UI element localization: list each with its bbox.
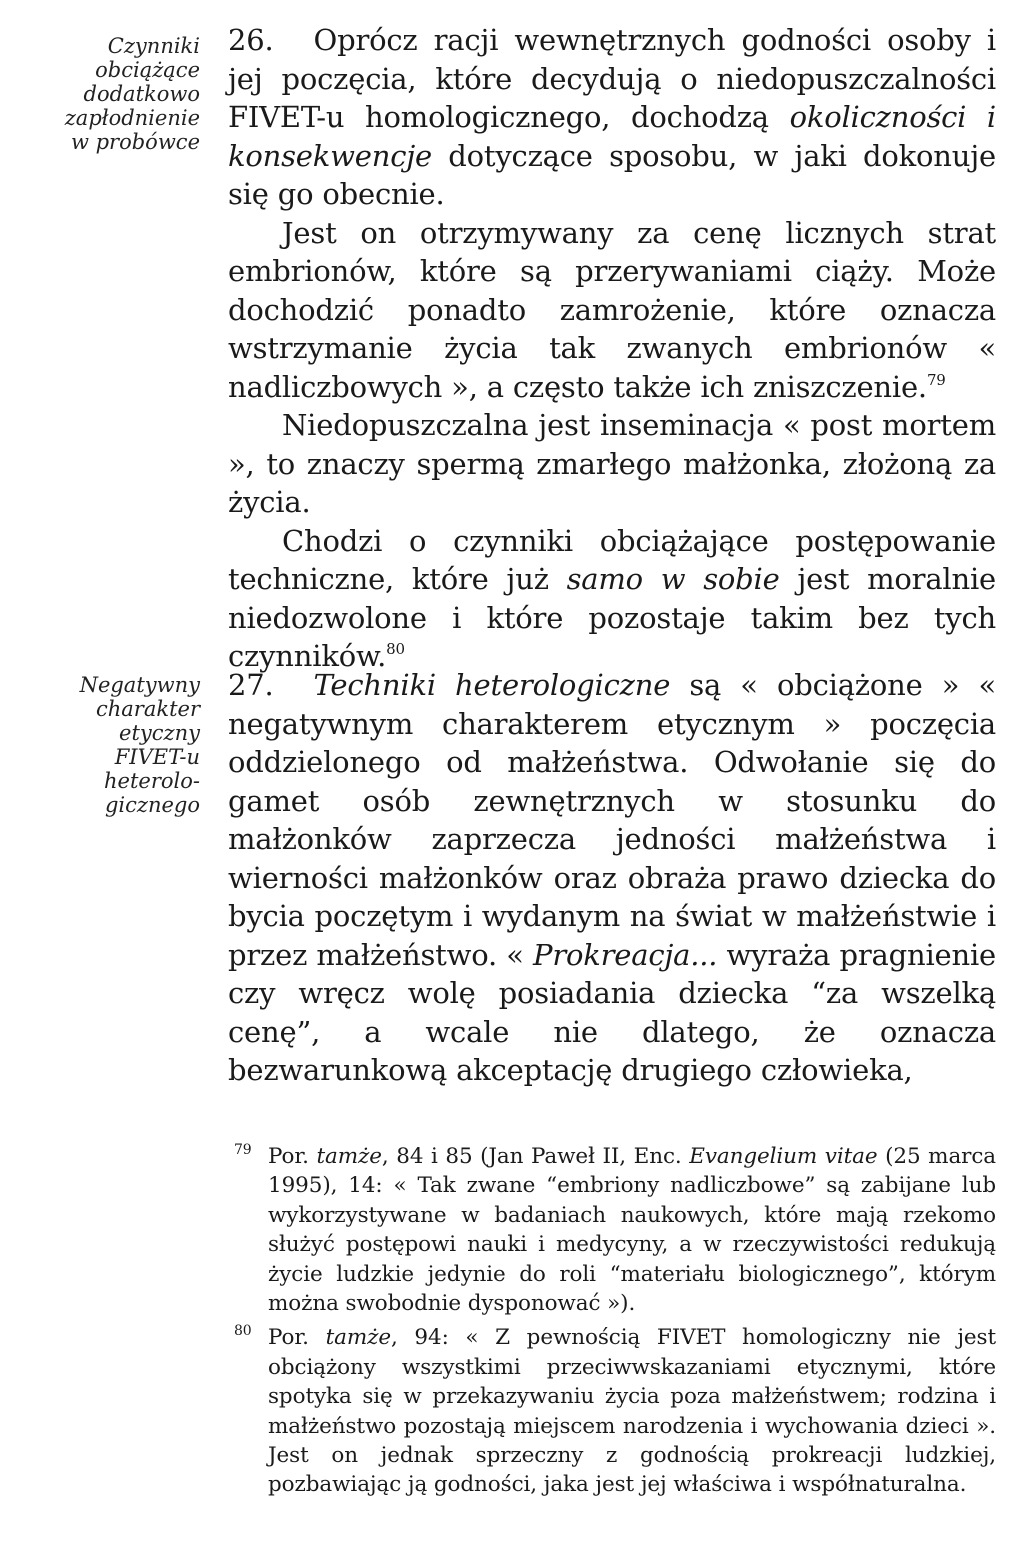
text-run: Jest on otrzymywany za cenę licznych strat embrionów, które są przerywaniami ciąży. Może dochodzić ponadto zamrożenie, które oznacza wstrzymanie życia tak zwanych embrionów « nadliczbowych », a często także ich zniszczenie. [228, 215, 996, 404]
margin-note-line: gicznego [104, 793, 200, 817]
margin-note-line: heterolo- [104, 769, 200, 793]
text-run: , 84 i 85 (Jan Paweł II, Enc. [381, 1144, 690, 1169]
italic-text: Techniki heterologiczne [313, 668, 671, 702]
footnote-mark: 79 [234, 1142, 252, 1158]
margin-note-line: FIVET-u [114, 745, 200, 769]
margin-note-line: dodatkowo [83, 82, 200, 106]
italic-text: okoliczności i konsekwencje [228, 100, 996, 173]
text-run: wyraża pragnienie czy wręcz wolę posiadania dziecka “za wszelką cenę”, a wcale nie dlatego, że oznacza bezwarunkową akceptację drugiego człowieka, [228, 937, 996, 1087]
paragraph [228, 666, 996, 1090]
margin-note-heterologous [40, 673, 200, 817]
text-run: Por. [268, 1325, 326, 1351]
paragraph [228, 21, 996, 214]
italic-text: Evangelium vitae [689, 1144, 878, 1169]
text-run: Niedopuszczalna jest inseminacja « post mortem », to znaczy spermą zmarłego małżonka, złożoną za życia. [228, 408, 996, 519]
section-26 [228, 21, 996, 676]
text-run: dotyczące sposobu, w jaki dokonuje się go obecnie. [228, 138, 996, 211]
section-number: 27. [228, 668, 274, 702]
footnote-mark: 80 [234, 1323, 252, 1340]
footnote-79 [234, 1142, 996, 1318]
paragraph [228, 214, 996, 407]
margin-note-line: Negatywny [79, 673, 200, 697]
footnote-ref[interactable]: 80 [386, 640, 405, 658]
paragraph [228, 406, 996, 522]
margin-note-line: Czynniki [107, 34, 200, 58]
section-27 [228, 666, 996, 1090]
text-run: Por. [268, 1144, 317, 1169]
text-run: , 94: « Z pewnością FIVET homologiczny nie jest obciążony wszystkimi przeciwwskazaniami etycznymi, które spotyka się w przekazywaniu życia poza małżeństwem; rodzina i małżeństwo pozostają miejscem narodzenia i wychowania dzieci ». Jest on jednak sprzeczny z godnością prokreacji ludzkiej, pozbawiając ją godności, jaka jest jej właściwa i współnaturalna. [268, 1325, 996, 1498]
paragraph [228, 522, 996, 676]
text-run: Chodzi o czynniki obciążające postępowanie techniczne, które już [228, 523, 996, 596]
italic-text: tamże [316, 1144, 382, 1169]
section-number: 26. [228, 23, 274, 57]
margin-note-line: obciążące [95, 58, 200, 82]
margin-note-line: charakter [96, 697, 200, 721]
footnote-80 [234, 1323, 996, 1499]
text-run: Oprócz racji wewnętrznych godności osoby i jej poczęcia, które decydują o niedopuszczalności FIVET-u homologicznego, dochodzą [228, 23, 996, 134]
footnotes [234, 1142, 996, 1505]
margin-note-line: w probówce [70, 130, 200, 154]
italic-text: tamże [325, 1325, 391, 1351]
margin-note-fivet-aggravating [40, 34, 200, 154]
text-run: są « obciążone » « negatywnym charakterem etycznym » poczęcia oddzielonego od małżeństwa. Odwołanie się do gamet osób zewnętrznych w stosunku do małżonków zaprzecza jedności małżeństwa i wierności małżonków oraz obraża prawo dziecka do bycia poczętym i wydanym na świat w małżeństwie i przez małżeństwo. « [228, 668, 996, 972]
margin-note-line: etyczny [119, 721, 200, 745]
text-run: jest moralnie niedozwolone i które pozostaje takim bez tych czynników. [228, 562, 997, 673]
text-run: (25 marca 1995), 14: « Tak zwane “embriony nadliczbowe” są zabijane lub wykorzystywane w badaniach naukowych, które mają rzekomo służyć postępowi nauki i medycyny, a w rzeczywistości redukują życie ludzkie jedynie do roli “materiału biologicznego”, którym można swobodnie dysponować »). [268, 1144, 996, 1317]
footnote-ref[interactable]: 79 [926, 370, 946, 389]
italic-text: Prokreacja... [533, 937, 718, 972]
margin-note-line: zapłodnienie [64, 106, 200, 130]
italic-text: samo w sobie [566, 562, 780, 596]
